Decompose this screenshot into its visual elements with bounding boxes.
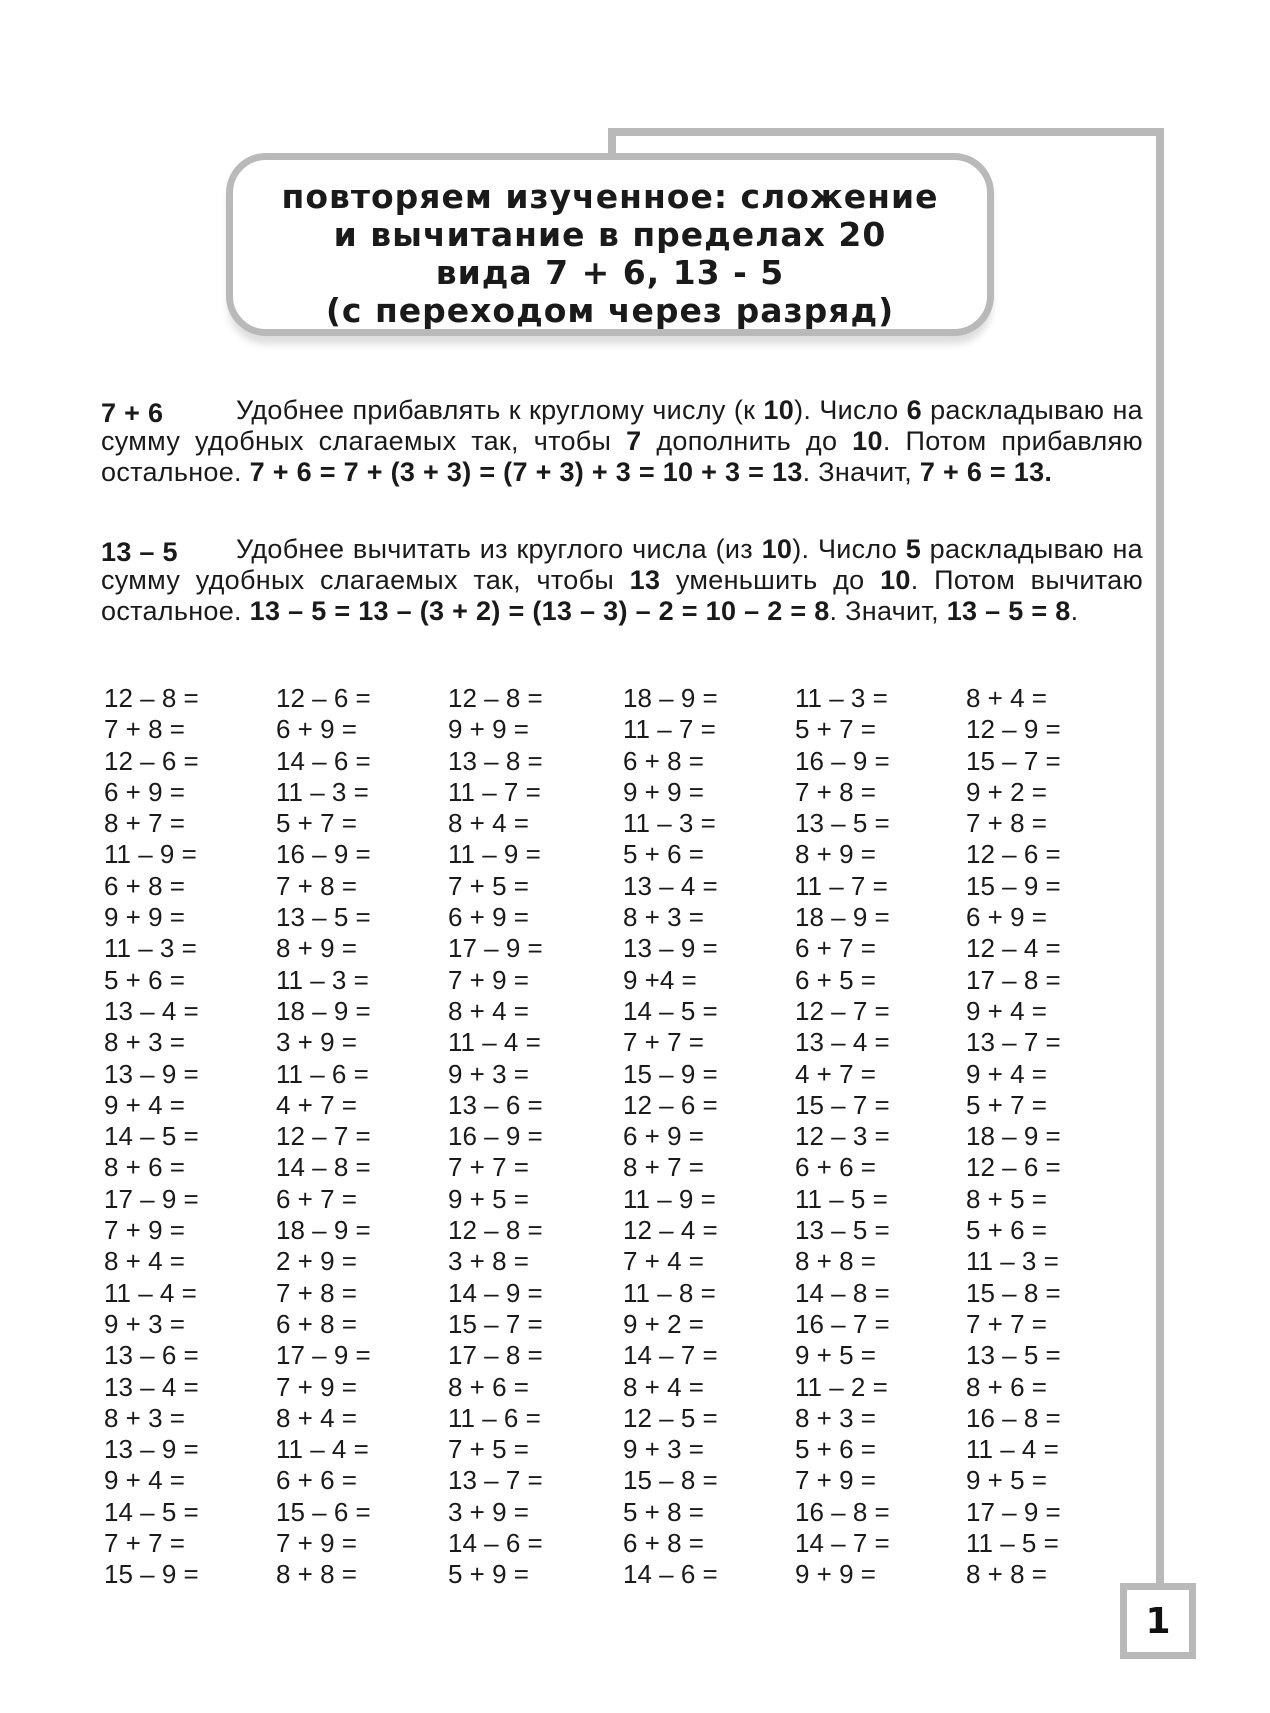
exercise-item: 8 + 4 = [276,1402,357,1433]
exercise-item: 6 + 7 = [276,1183,357,1214]
exercise-item: 8 + 4 = [623,1371,704,1402]
exercise-grid [104,683,1104,1590]
rule-segment: . Потом вычитаю остальное. [101,565,1144,626]
exercise-item: 15 – 7 = [966,745,1061,776]
rule-addition [101,395,1143,488]
exercise-item: 6 + 6 = [276,1465,357,1496]
rule-bold-segment: 6 [906,395,922,425]
exercise-item: 9 + 3 = [623,1434,704,1465]
exercise-item: 11 – 3 = [966,1246,1059,1277]
exercise-item: 12 – 7 = [276,1121,371,1152]
exercise-item: 7 + 7 = [966,1308,1047,1339]
exercise-item: 14 – 6 = [623,1559,718,1590]
exercise-item: 14 – 6 = [276,745,371,776]
exercise-item: 11 – 9 = [448,839,541,870]
exercise-item: 9 + 2 = [623,1308,704,1339]
page-number: 1 [1145,1600,1171,1642]
exercise-item: 2 + 9 = [276,1246,357,1277]
exercise-item: 12 – 6 = [966,839,1061,870]
exercise-item: 16 – 7 = [795,1308,890,1339]
rule-bold-segment: 7 + 6 = 13. [919,457,1053,487]
exercise-item: 5 + 6 = [623,839,704,870]
exercise-column [795,683,955,1591]
exercise-item: 11 – 9 = [623,1183,716,1214]
exercise-item: 9 + 5 = [966,1465,1047,1496]
exercise-item: 7 + 9 = [276,1528,357,1559]
exercise-item: 15 – 9 = [104,1559,199,1590]
exercise-item: 7 + 7 = [448,1152,529,1183]
frame-right-border [1156,128,1164,1595]
exercise-item: 8 + 8 = [795,1246,876,1277]
exercise-item: 8 + 3 = [104,1402,185,1433]
rule-segment: Удобнее вычитать из круглого числа (из [236,534,762,564]
exercise-item: 11 – 3 = [795,683,888,713]
exercise-item: 7 + 8 = [276,1277,357,1308]
frame-left-stub [608,128,616,156]
exercise-item: 17 – 9 = [966,1496,1061,1527]
exercise-item: 8 + 9 = [795,839,876,870]
exercise-item: 11 – 3 = [276,964,369,995]
exercise-item: 5 + 6 = [104,964,185,995]
exercise-item: 12 – 6 = [623,1089,718,1120]
exercise-item: 3 + 9 = [448,1496,529,1527]
exercise-item: 17 – 8 = [966,964,1061,995]
exercise-item: 5 + 8 = [623,1496,704,1527]
exercise-item: 13 – 8 = [448,745,543,776]
rule-segment: . [1070,596,1079,626]
exercise-item: 16 – 8 = [795,1496,890,1527]
exercise-item: 13 – 7 = [966,1027,1061,1058]
rule-bold-segment: 13 – 5 = 8 [946,596,1071,626]
rule-segment: раскладываю на сумму удобных слагаемых так, чтобы [101,395,1143,456]
exercise-item: 12 – 8 = [104,683,199,713]
exercise-item: 7 + 9 = [448,964,529,995]
exercise-item: 14 – 9 = [448,1277,543,1308]
exercise-item: 7 + 8 = [104,714,185,745]
exercise-item: 12 – 9 = [966,714,1061,745]
exercise-item: 11 – 9 = [104,839,197,870]
exercise-item: 5 + 6 = [795,1434,876,1465]
exercise-item: 11 – 6 = [448,1402,541,1433]
exercise-item: 11 – 4 = [276,1434,369,1465]
exercise-item: 8 + 5 = [966,1183,1047,1214]
exercise-item: 6 + 6 = [795,1152,876,1183]
exercise-item: 16 – 9 = [448,1121,543,1152]
exercise-item: 4 + 7 = [276,1089,357,1120]
exercise-item: 16 – 9 = [795,745,890,776]
exercise-item: 13 – 4 = [104,1371,199,1402]
exercise-item: 6 + 8 = [623,745,704,776]
exercise-item: 5 + 7 = [966,1089,1047,1120]
exercise-item: 8 + 8 = [966,1559,1047,1590]
exercise-item: 8 + 7 = [623,1152,704,1183]
exercise-item: 11 – 7 = [448,776,541,807]
exercise-item: 11 – 5 = [795,1183,888,1214]
rule-bold-segment: 10 [880,565,911,595]
title-line: (с переходом через разряд) [325,291,895,330]
exercise-item: 18 – 9 = [276,995,371,1026]
exercise-item: 18 – 9 = [795,902,890,933]
exercise-item: 12 – 5 = [623,1402,718,1433]
exercise-item: 12 – 3 = [795,1121,890,1152]
exercise-item: 7 + 9 = [795,1465,876,1496]
exercise-item: 14 – 8 = [795,1277,890,1308]
exercise-item: 6 + 7 = [795,933,876,964]
exercise-item: 13 – 5 = [276,902,371,933]
exercise-item: 11 – 6 = [276,1058,369,1089]
exercise-item: 14 – 5 = [623,995,718,1026]
exercise-item: 8 + 9 = [276,933,357,964]
exercise-item: 13 – 6 = [104,1340,199,1371]
exercise-item: 16 – 8 = [966,1402,1061,1433]
exercise-item: 6 + 8 = [104,870,185,901]
exercise-item: 9 + 9 = [795,1559,876,1590]
exercise-item: 5 + 7 = [795,714,876,745]
exercise-item: 6 + 9 = [448,902,529,933]
exercise-item: 3 + 8 = [448,1246,529,1277]
exercise-item: 9 + 4 = [966,1058,1047,1089]
exercise-item: 12 – 8 = [448,1215,543,1246]
exercise-item: 6 + 8 = [276,1308,357,1339]
exercise-item: 8 + 4 = [104,1246,185,1277]
exercise-item: 18 – 9 = [623,683,718,713]
exercise-item: 11 – 3 = [104,933,197,964]
exercise-item: 8 + 6 = [104,1152,185,1183]
exercise-item: 7 + 9 = [276,1371,357,1402]
rule-segment: раскладываю на сумму удобных слагаемых так, чтобы [101,534,1143,595]
exercise-item: 16 – 9 = [276,839,371,870]
exercise-item: 6 + 8 = [623,1528,704,1559]
exercise-item: 15 – 8 = [966,1277,1061,1308]
exercise-item: 9 +4 = [623,964,697,995]
rule-bold-segment: 13 [629,565,661,595]
exercise-item: 15 – 8 = [623,1465,718,1496]
rule-segment: . Потом прибавляю остальное. [101,426,1143,487]
exercise-item: 12 – 4 = [966,933,1061,964]
rule-bold-segment: 10 [763,395,795,425]
exercise-item: 8 + 6 = [966,1371,1047,1402]
rule-label: 13 – 5 [101,537,178,567]
page-title [233,178,987,330]
exercise-item: 17 – 9 = [104,1183,199,1214]
exercise-item: 11 – 3 = [276,776,369,807]
exercise-item: 9 + 4 = [104,1465,185,1496]
exercise-item: 7 + 7 = [104,1528,185,1559]
exercise-item: 7 + 5 = [448,1434,529,1465]
rule-segment: уменьшить до [660,565,881,595]
exercise-item: 8 + 6 = [448,1371,529,1402]
rule-segment: . Значит, [829,596,947,626]
exercise-item: 14 – 5 = [104,1121,199,1152]
exercise-item: 18 – 9 = [276,1215,371,1246]
exercise-item: 13 – 4 = [623,870,718,901]
exercise-item: 13 – 5 = [966,1340,1061,1371]
exercise-item: 15 – 6 = [276,1496,371,1527]
title-line: вида 7 + 6, 13 - 5 [435,253,785,292]
exercise-item: 7 + 8 = [795,776,876,807]
exercise-item: 8 + 8 = [276,1559,357,1590]
exercise-item: 7 + 9 = [104,1215,185,1246]
exercise-item: 18 – 9 = [966,1121,1061,1152]
exercise-item: 9 + 4 = [966,995,1047,1026]
exercise-item: 12 – 8 = [448,683,543,713]
exercise-item: 5 + 7 = [276,808,357,839]
exercise-item: 13 – 6 = [448,1089,543,1120]
exercise-item: 7 + 8 = [276,870,357,901]
rule-text [101,395,1143,488]
rule-text [101,534,1143,627]
exercise-item: 9 + 9 = [448,714,529,745]
exercise-column [966,683,1126,1591]
exercise-item: 13 – 5 = [795,808,890,839]
exercise-item: 13 – 9 = [104,1434,199,1465]
exercise-item: 13 – 4 = [104,995,199,1026]
exercise-column [276,683,436,1591]
exercise-item: 13 – 4 = [795,1027,890,1058]
exercise-item: 11 – 8 = [623,1277,716,1308]
rule-bold-segment: 10 [761,534,793,564]
exercise-item: 4 + 7 = [795,1058,876,1089]
exercise-item: 12 – 4 = [623,1215,718,1246]
rule-segment: Удобнее прибавлять к круглому числу (к [236,395,764,425]
exercise-item: 17 – 9 = [276,1340,371,1371]
exercise-item: 8 + 4 = [448,995,529,1026]
exercise-item: 8 + 3 = [795,1402,876,1433]
exercise-item: 6 + 9 = [966,902,1047,933]
exercise-item: 9 + 9 = [623,776,704,807]
exercise-item: 7 + 8 = [966,808,1047,839]
exercise-item: 15 – 9 = [623,1058,718,1089]
exercise-item: 7 + 7 = [623,1027,704,1058]
exercise-item: 8 + 4 = [966,683,1047,713]
exercise-item: 12 – 7 = [795,995,890,1026]
exercise-item: 6 + 5 = [795,964,876,995]
exercise-item: 7 + 5 = [448,870,529,901]
exercise-item: 6 + 9 = [104,776,185,807]
rule-segment: ). Число [792,534,906,564]
exercise-item: 3 + 9 = [276,1027,357,1058]
exercise-item: 11 – 7 = [623,714,716,745]
title-line: повторяем изученное: сложение [281,177,939,216]
rule-segment: ). Число [794,395,907,425]
title-box [226,153,994,336]
exercise-item: 8 + 4 = [448,808,529,839]
rule-segment: . Значит, [802,457,920,487]
exercise-item: 17 – 9 = [448,933,543,964]
exercise-item: 12 – 6 = [276,683,371,713]
page-number-box [1120,1583,1196,1659]
rule-bold-segment: 13 – 5 = 13 – (3 + 2) = (13 – 3) – 2 = 10 – 2 = 8 [249,596,830,626]
exercise-item: 11 – 4 = [966,1434,1059,1465]
frame-top-border [608,128,1164,136]
rule-bold-segment: 7 + 6 = 7 + (3 + 3) = (7 + 3) + 3 = 10 + 3 = 13 [249,457,803,487]
rule-segment: дополнить до [641,426,853,456]
exercise-item: 14 – 5 = [104,1496,199,1527]
exercise-item: 6 + 9 = [276,714,357,745]
exercise-item: 11 – 2 = [795,1371,888,1402]
exercise-item: 12 – 6 = [966,1152,1061,1183]
rule-bold-segment: 5 [905,534,922,564]
exercise-item: 9 + 4 = [104,1089,185,1120]
rule-bold-segment: 7 [626,426,642,456]
exercise-item: 17 – 8 = [448,1340,543,1371]
exercise-item: 11 – 4 = [104,1277,197,1308]
exercise-item: 15 – 9 = [966,870,1061,901]
rule-bold-segment: 10 [852,426,883,456]
exercise-column [104,683,264,1591]
exercise-item: 9 + 3 = [448,1058,529,1089]
exercise-item: 14 – 7 = [623,1340,718,1371]
exercise-item: 14 – 7 = [795,1528,890,1559]
exercise-item: 11 – 7 = [795,870,888,901]
exercise-item: 5 + 9 = [448,1559,529,1590]
exercise-item: 15 – 7 = [448,1308,543,1339]
exercise-item: 7 + 4 = [623,1246,704,1277]
exercise-item: 14 – 8 = [276,1152,371,1183]
exercise-item: 11 – 5 = [966,1528,1059,1559]
exercise-item: 9 + 3 = [104,1308,185,1339]
exercise-item: 9 + 5 = [448,1183,529,1214]
exercise-item: 9 + 2 = [966,776,1047,807]
exercise-item: 13 – 7 = [448,1465,543,1496]
exercise-item: 6 + 9 = [623,1121,704,1152]
exercise-item: 5 + 6 = [966,1215,1047,1246]
rule-label: 7 + 6 [101,398,164,428]
exercise-item: 9 + 5 = [795,1340,876,1371]
exercise-item: 13 – 5 = [795,1215,890,1246]
exercise-item: 8 + 3 = [104,1027,185,1058]
exercise-column [623,683,783,1591]
title-line: и вычитание в пределах 20 [333,215,887,254]
exercise-item: 13 – 9 = [623,933,718,964]
exercise-column [448,683,608,1591]
exercise-item: 13 – 9 = [104,1058,199,1089]
exercise-item: 12 – 6 = [104,745,199,776]
exercise-item: 15 – 7 = [795,1089,890,1120]
exercise-item: 14 – 6 = [448,1528,543,1559]
exercise-item: 8 + 7 = [104,808,185,839]
exercise-item: 8 + 3 = [623,902,704,933]
exercise-item: 11 – 3 = [623,808,716,839]
rule-subtraction [101,534,1143,627]
exercise-item: 11 – 4 = [448,1027,541,1058]
exercise-item: 9 + 9 = [104,902,185,933]
